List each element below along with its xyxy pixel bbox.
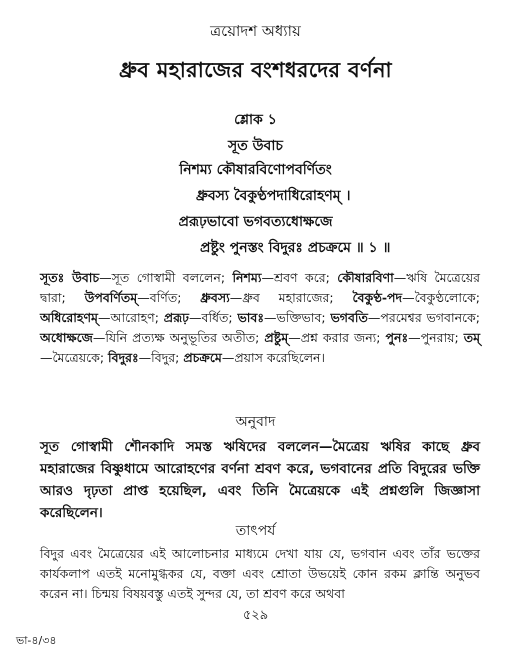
- synonym-meaning: বৈকুণ্ঠলোকে;: [414, 290, 480, 305]
- synonym-word: কৌষারবিণা: [337, 270, 394, 285]
- synonym-word: বৈকুণ্ঠ-পদ: [352, 290, 403, 305]
- page-number: ৫২৯: [242, 608, 269, 623]
- synonym-meaning: প্রয়াস করেছিলেন।: [234, 350, 325, 365]
- synonym-word: তম্: [463, 330, 481, 345]
- synonym-meaning: মৈত্রেয়কে;: [52, 350, 105, 365]
- synonym-word: পুনঃ: [385, 330, 409, 345]
- synonym-meaning: আরোহণ;: [110, 310, 159, 325]
- verse-line-3: প্ররূঢ়ভাবো ভগবত্যধোক্ষজে: [178, 214, 333, 230]
- synonyms-paragraph: সূতঃ উবাচ—সূত গোস্বামী বললেন; নিশম্য—শ্রবণ করে; কৌষারবিণা—ঋষি মৈত্রেয়ের দ্বারা; উপবর্ণিতম্—বর্ণিত; ধ্রুবস্য—ধ্রুব মহারাজের; বৈকুণ্ঠ-পদ—বৈকুণ্ঠলোকে; অধিরোহণম্—আরোহণ; প্ররূঢ়—বর্ধিত; ভাবঃ—ভক্তিভাব; ভগবতি—পরমেশ্বর ভগবানকে; অধোক্ষজে—যিনি প্রত্যক্ষ অনুভূতির অতীত; প্রষ্টুম্—প্রশ্ন করার জন্য; পুনঃ—পুনরায়; তম্—মৈত্রেয়কে; বিদুরঃ—বিদুর; প্রচক্রমে—প্রয়াস করেছিলেন।: [40, 270, 481, 365]
- synonym-meaning: প্রশ্ন করার জন্য;: [300, 330, 381, 345]
- synonym-meaning: বর্ধিত;: [201, 310, 233, 325]
- chapter-title: ধ্রুব মহারাজের বংশধরদের বর্ণনা: [119, 58, 392, 82]
- synonym-word: প্রষ্টুম্: [264, 330, 289, 345]
- synonym-meaning: যিনি প্রত্যক্ষ অনুভূতির অতীত;: [105, 330, 260, 345]
- synonym-meaning: শ্রবণ করে;: [273, 270, 330, 285]
- synonym-word: অধোক্ষজে: [40, 330, 93, 345]
- verse-line-4: প্রষ্টুং পুনস্তং বিদুরঃ প্রচক্রমে ॥ ১ ॥: [200, 240, 391, 256]
- synonym-word: উপবর্ণিতম্: [84, 290, 138, 305]
- purport-text: বিদুর এবং মৈত্রেয়ের এই আলোচনার মাধ্যমে দেখা যায় যে, ভগবান এবং তাঁর ভক্তের কার্যকলাপ এতই মনোমুগ্ধকর যে, বক্তা এবং শ্রোতা উভয়েই কোন রকম ক্লান্তি অনুভব করেন না। চিন্ময় বিষয়বস্তু এতই সুন্দর যে, তা শ্রবণ করে অথবা: [40, 546, 480, 601]
- synonym-word: ভাবঃ: [237, 310, 264, 325]
- synonym-meaning: সূত গোস্বামী বললেন;: [111, 270, 226, 285]
- purport-heading: তাৎপর্য: [235, 523, 276, 539]
- synonym-meaning: বর্ণিত;: [149, 290, 182, 305]
- synonym-meaning: পুনরায়;: [420, 330, 459, 345]
- synonym-word: ধ্রুবস্য: [200, 290, 230, 305]
- synonym-word: নিশম্য: [232, 270, 262, 285]
- synonym-meaning: ঋষি মৈত্রেয়ের দ্বারা;: [40, 270, 480, 305]
- synonym-word: অধিরোহণম্: [40, 310, 98, 325]
- footer-code: ভা-৪/৩৪: [16, 634, 57, 647]
- synonym-word: ভগবতি: [330, 310, 368, 325]
- synonym-meaning: ভক্তিভাব;: [276, 310, 326, 325]
- chapter-number: ত্রয়োদশ অধ্যায়: [210, 22, 301, 40]
- translation-heading: অনুবাদ: [235, 414, 276, 430]
- verse-number: শ্লোক ১: [234, 112, 277, 128]
- synonym-word: সূতঃ উবাচ: [40, 270, 100, 285]
- synonym-meaning: পরমেশ্বর ভগবানকে;: [380, 310, 481, 325]
- synonym-word: বিদুরঃ: [108, 350, 139, 365]
- synonym-meaning: ধ্রুব মহারাজের;: [242, 290, 334, 305]
- verse-line-2: ধ্রুবস্য বৈকুণ্ঠপদাধিরোহণম্ ।: [196, 188, 351, 204]
- verse-line-1: নিশম্য কৌষারবিণোপবর্ণিতং: [179, 162, 332, 178]
- verse-speaker: সূত উবাচ: [228, 138, 283, 154]
- translation-text: সূত গোস্বামী শৌনকাদি সমস্ত ঋষিদের বললেন—মৈত্রেয় ঋষির কাছে ধ্রুব মহারাজের বিষ্ণুধামে আরোহণের বর্ণনা শ্রবণ করে, ভগবানের প্রতি বিদুরের ভক্তি আরও দৃঢ়তা প্রাপ্ত হয়েছিল, এবং তিনি মৈত্রেয়কে এই প্রশ্নগুলি জিজ্ঞাসা করেছিলেন।: [40, 439, 480, 521]
- synonym-word: প্ররূঢ়: [163, 310, 189, 325]
- synonym-word: প্রচক্রমে: [183, 350, 222, 365]
- synonym-meaning: বিদুর;: [151, 350, 180, 365]
